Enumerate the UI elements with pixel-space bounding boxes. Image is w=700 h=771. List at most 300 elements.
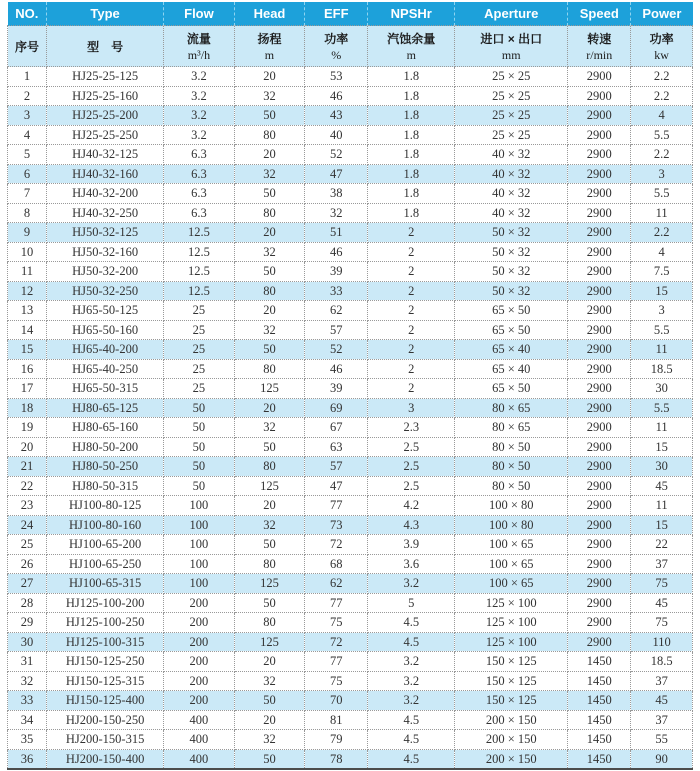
cell: 20 (234, 145, 305, 165)
cell: 72 (305, 535, 368, 555)
cell: 26 (8, 554, 47, 574)
cell: 110 (631, 632, 693, 652)
cell: 1.8 (368, 184, 455, 204)
cell: HJ100-65-315 (47, 574, 164, 594)
cell: 2900 (568, 223, 631, 243)
table-body (8, 67, 693, 770)
table-row (8, 437, 693, 457)
cell: 2900 (568, 554, 631, 574)
cell: 2 (368, 223, 455, 243)
cell: 1450 (568, 691, 631, 711)
table-row (8, 730, 693, 750)
cell: 81 (305, 710, 368, 730)
cell: 150 × 125 (455, 652, 568, 672)
cell: 46 (305, 242, 368, 262)
cell: 23 (8, 496, 47, 516)
column-header-eff: EFF (305, 2, 368, 26)
column-header-head: Head (234, 2, 305, 26)
cell: 1.8 (368, 164, 455, 184)
table-row (8, 457, 693, 477)
cell: 125 × 100 (455, 593, 568, 613)
cell: 200 (164, 691, 235, 711)
cell: 2900 (568, 535, 631, 555)
table-row (8, 67, 693, 87)
cell: 1450 (568, 710, 631, 730)
cell: 125 (234, 632, 305, 652)
cell: 32 (234, 671, 305, 691)
cell: HJ125-100-200 (47, 593, 164, 613)
cell: 25 (164, 379, 235, 399)
unit-label: m (406, 47, 416, 62)
cell: 65 × 40 (455, 340, 568, 360)
table-row (8, 418, 693, 438)
cell: 2900 (568, 203, 631, 223)
cell: 45 (631, 593, 693, 613)
cell: 2900 (568, 593, 631, 613)
cell: 32 (234, 515, 305, 535)
cell: 37 (631, 671, 693, 691)
cell: HJ80-50-200 (47, 437, 164, 457)
cell: 4 (631, 106, 693, 126)
cell: 65 × 50 (455, 379, 568, 399)
cell: 65 × 50 (455, 301, 568, 321)
cell: 10 (8, 242, 47, 262)
header-row-cn (8, 26, 693, 67)
cell: 79 (305, 730, 368, 750)
cell: 57 (305, 457, 368, 477)
cell: 4 (8, 125, 47, 145)
cell: 400 (164, 749, 235, 769)
cell: 4.5 (368, 613, 455, 633)
cell: 40 × 32 (455, 164, 568, 184)
cell: 25 (164, 301, 235, 321)
cell: 3.6 (368, 554, 455, 574)
cell: HJ50-32-200 (47, 262, 164, 282)
cell: 12 (8, 281, 47, 301)
cn-label: 序号 (15, 39, 40, 54)
cell: 32 (234, 86, 305, 106)
cell: 70 (305, 691, 368, 711)
cell: 12.5 (164, 242, 235, 262)
cell: 50 (234, 262, 305, 282)
cell: 2900 (568, 515, 631, 535)
cell: 21 (8, 457, 47, 477)
unit-label: kw (654, 47, 669, 62)
cell: 37 (631, 554, 693, 574)
cell: HJ25-25-125 (47, 67, 164, 87)
cell: 2 (368, 281, 455, 301)
cell: 75 (305, 671, 368, 691)
cell: 55 (631, 730, 693, 750)
cell: 50 × 32 (455, 223, 568, 243)
cell: 65 × 50 (455, 320, 568, 340)
cell: 100 × 65 (455, 574, 568, 594)
cell: HJ125-100-315 (47, 632, 164, 652)
cell: 125 (234, 476, 305, 496)
cell: 2900 (568, 340, 631, 360)
cell: 6.3 (164, 203, 235, 223)
cell: HJ65-40-200 (47, 340, 164, 360)
cell: 2900 (568, 125, 631, 145)
cell: 39 (305, 379, 368, 399)
cell: 50 (234, 437, 305, 457)
subheader-npshr (368, 26, 455, 67)
subheader-flow (164, 26, 235, 67)
unit-label: mm (501, 47, 521, 62)
cell: 2900 (568, 418, 631, 438)
cell: 20 (234, 652, 305, 672)
cell: 3 (368, 398, 455, 418)
cell: 73 (305, 515, 368, 535)
cell: 46 (305, 359, 368, 379)
cell: 2 (368, 301, 455, 321)
cell: 19 (8, 418, 47, 438)
cell: 400 (164, 730, 235, 750)
cell: 33 (8, 691, 47, 711)
cell: 15 (631, 281, 693, 301)
cell: 46 (305, 86, 368, 106)
cell: 45 (631, 476, 693, 496)
cell: 200 × 150 (455, 749, 568, 769)
column-header-speed: Speed (568, 2, 631, 26)
cell: 45 (631, 691, 693, 711)
table-row (8, 515, 693, 535)
cell: HJ25-25-200 (47, 106, 164, 126)
cell: 1.8 (368, 203, 455, 223)
cell: 13 (8, 301, 47, 321)
subheader-head (234, 26, 305, 67)
cell: 11 (631, 340, 693, 360)
cell: 2.2 (631, 86, 693, 106)
cell: HJ100-65-200 (47, 535, 164, 555)
cell: 100 (164, 535, 235, 555)
cell: 28 (8, 593, 47, 613)
cell: HJ80-50-250 (47, 457, 164, 477)
cell: 3.2 (368, 574, 455, 594)
table-row (8, 223, 693, 243)
cell: 72 (305, 632, 368, 652)
cell: 1.8 (368, 145, 455, 165)
cell: 40 (305, 125, 368, 145)
cell: 4.5 (368, 710, 455, 730)
cell: 80 (234, 125, 305, 145)
cell: HJ50-32-125 (47, 223, 164, 243)
cell: 100 × 65 (455, 554, 568, 574)
cell: HJ40-32-200 (47, 184, 164, 204)
cell: 2900 (568, 184, 631, 204)
cell: 20 (234, 496, 305, 516)
table-row (8, 262, 693, 282)
cell: 32 (234, 164, 305, 184)
cell: 22 (631, 535, 693, 555)
cell: 78 (305, 749, 368, 769)
column-header-power: Power (631, 2, 693, 26)
cell: 33 (305, 281, 368, 301)
cell: 37 (631, 710, 693, 730)
cell: 6.3 (164, 164, 235, 184)
cell: 50 (234, 593, 305, 613)
cell: 39 (305, 262, 368, 282)
cell: 2 (368, 242, 455, 262)
cell: 14 (8, 320, 47, 340)
cell: 2900 (568, 301, 631, 321)
unit-label: m (264, 47, 275, 62)
cell: HJ65-40-250 (47, 359, 164, 379)
cell: 11 (631, 496, 693, 516)
cell: 20 (8, 437, 47, 457)
cell: 34 (8, 710, 47, 730)
cell: 50 (234, 184, 305, 204)
cell: 4.3 (368, 515, 455, 535)
cell: 3.2 (164, 86, 235, 106)
header-row-en (8, 2, 693, 26)
subheader-aperture (455, 26, 568, 67)
cell: 40 × 32 (455, 203, 568, 223)
cell: 1450 (568, 671, 631, 691)
subheader-eff (305, 26, 368, 67)
cell: HJ50-32-160 (47, 242, 164, 262)
cell: 57 (305, 320, 368, 340)
cell: 200 (164, 593, 235, 613)
cell: 31 (8, 652, 47, 672)
cell: 80 (234, 613, 305, 633)
table-row (8, 652, 693, 672)
cell: HJ80-65-125 (47, 398, 164, 418)
cell: 1.8 (368, 106, 455, 126)
cell: 32 (234, 418, 305, 438)
cell: 1.8 (368, 67, 455, 87)
cell: 50 (164, 437, 235, 457)
cell: 4.5 (368, 632, 455, 652)
table-row (8, 710, 693, 730)
cell: 100 × 80 (455, 496, 568, 516)
cell: HJ150-125-315 (47, 671, 164, 691)
cell: 1 (8, 67, 47, 87)
cell: 12.5 (164, 262, 235, 282)
cell: 63 (305, 437, 368, 457)
cell: 80 × 65 (455, 398, 568, 418)
cell: 32 (305, 203, 368, 223)
cell: 11 (631, 203, 693, 223)
cell: 25 (164, 340, 235, 360)
unit-label: % (331, 47, 342, 62)
cell: 29 (8, 613, 47, 633)
cn-label: 流量 (186, 31, 211, 46)
cell: 2900 (568, 145, 631, 165)
cell: 200 (164, 652, 235, 672)
cell: 50 (164, 476, 235, 496)
cell: 3.2 (164, 67, 235, 87)
cell: 4.2 (368, 496, 455, 516)
cell: 2900 (568, 320, 631, 340)
cell: 75 (305, 613, 368, 633)
cell: 4 (631, 242, 693, 262)
cell: 5 (8, 145, 47, 165)
cell: 75 (631, 613, 693, 633)
cell: 1.8 (368, 125, 455, 145)
cell: 80 (234, 457, 305, 477)
cell: HJ25-25-250 (47, 125, 164, 145)
table-row (8, 281, 693, 301)
cell: 20 (234, 67, 305, 87)
cell: 43 (305, 106, 368, 126)
cell: 40 × 32 (455, 184, 568, 204)
cell: 24 (8, 515, 47, 535)
cell: 11 (8, 262, 47, 282)
cell: 17 (8, 379, 47, 399)
cell: 38 (305, 184, 368, 204)
cell: 200 (164, 632, 235, 652)
cell: 80 (234, 359, 305, 379)
cell: 4.5 (368, 730, 455, 750)
cell: 5.5 (631, 125, 693, 145)
cell: HJ100-80-160 (47, 515, 164, 535)
cell: HJ50-32-250 (47, 281, 164, 301)
cell: 32 (234, 730, 305, 750)
cell: 3.2 (368, 671, 455, 691)
cell: 50 (234, 535, 305, 555)
table-row (8, 476, 693, 496)
cell: 12.5 (164, 223, 235, 243)
cell: 32 (234, 320, 305, 340)
cell: HJ40-32-160 (47, 164, 164, 184)
column-header-npshr: NPSHr (368, 2, 455, 26)
cell: 2.2 (631, 223, 693, 243)
cell: 2900 (568, 379, 631, 399)
cell: HJ100-80-125 (47, 496, 164, 516)
cell: 100 (164, 574, 235, 594)
cell: 2900 (568, 281, 631, 301)
table-row (8, 632, 693, 652)
cell: 100 (164, 496, 235, 516)
cell: 3.2 (164, 106, 235, 126)
cell: 25 (164, 359, 235, 379)
cell: 47 (305, 164, 368, 184)
cell: 7 (8, 184, 47, 204)
cell: HJ200-150-315 (47, 730, 164, 750)
cell: 2.5 (368, 457, 455, 477)
cell: 80 × 50 (455, 437, 568, 457)
cell: 80 × 50 (455, 457, 568, 477)
cell: 5.5 (631, 184, 693, 204)
cell: 20 (234, 398, 305, 418)
cell: 6.3 (164, 184, 235, 204)
table-row (8, 164, 693, 184)
cell: 50 × 32 (455, 281, 568, 301)
cell: 80 × 65 (455, 418, 568, 438)
cell: 20 (234, 223, 305, 243)
table-row (8, 242, 693, 262)
unit-label: r/min (586, 47, 613, 62)
cell: 12.5 (164, 281, 235, 301)
cell: 3 (631, 164, 693, 184)
cell: 40 × 32 (455, 145, 568, 165)
cell: 200 × 150 (455, 730, 568, 750)
cn-label: 功率 (649, 31, 674, 46)
cell: 20 (234, 710, 305, 730)
cell: 125 (234, 574, 305, 594)
table-row (8, 749, 693, 769)
table-row (8, 203, 693, 223)
table-row (8, 86, 693, 106)
cell: 30 (8, 632, 47, 652)
cell: 2900 (568, 164, 631, 184)
cell: 2900 (568, 262, 631, 282)
table-row (8, 340, 693, 360)
cell: 3 (8, 106, 47, 126)
cell: 62 (305, 574, 368, 594)
cell: 25 (8, 535, 47, 555)
cell: 67 (305, 418, 368, 438)
table-row (8, 320, 693, 340)
cell: 8 (8, 203, 47, 223)
cell: 125 × 100 (455, 632, 568, 652)
table-row (8, 554, 693, 574)
cell: 6.3 (164, 145, 235, 165)
cell: 3 (631, 301, 693, 321)
cell: 1.8 (368, 86, 455, 106)
cell: 2 (8, 86, 47, 106)
cell: 32 (8, 671, 47, 691)
cell: HJ200-150-400 (47, 749, 164, 769)
cell: 2 (368, 379, 455, 399)
cell: HJ100-65-250 (47, 554, 164, 574)
cell: 32 (234, 242, 305, 262)
cell: 2900 (568, 242, 631, 262)
cell: 2900 (568, 106, 631, 126)
cell: 3.9 (368, 535, 455, 555)
cell: 2900 (568, 86, 631, 106)
cell: 80 × 50 (455, 476, 568, 496)
cell: HJ150-125-400 (47, 691, 164, 711)
table-row (8, 301, 693, 321)
cell: 62 (305, 301, 368, 321)
cell: 30 (631, 457, 693, 477)
cell: 200 (164, 613, 235, 633)
cell: HJ80-50-315 (47, 476, 164, 496)
cell: 1450 (568, 730, 631, 750)
subheader-no (8, 26, 47, 67)
table-row (8, 145, 693, 165)
cell: 35 (8, 730, 47, 750)
cell: 200 × 150 (455, 710, 568, 730)
cell: 27 (8, 574, 47, 594)
cell: 2900 (568, 476, 631, 496)
cell: 150 × 125 (455, 671, 568, 691)
cell: 90 (631, 749, 693, 769)
cell: 77 (305, 496, 368, 516)
table-row (8, 125, 693, 145)
cell: 16 (8, 359, 47, 379)
cell: 20 (234, 301, 305, 321)
cell: HJ65-50-315 (47, 379, 164, 399)
cell: HJ65-50-125 (47, 301, 164, 321)
table-row (8, 379, 693, 399)
cell: 2 (368, 359, 455, 379)
table-row (8, 671, 693, 691)
table-row (8, 691, 693, 711)
cell: 80 (234, 554, 305, 574)
cell: 100 (164, 554, 235, 574)
cell: 50 (234, 749, 305, 769)
cell: HJ80-65-160 (47, 418, 164, 438)
cell: 25 × 25 (455, 125, 568, 145)
cell: 3.2 (368, 691, 455, 711)
cell: HJ25-25-160 (47, 86, 164, 106)
cell: 100 × 65 (455, 535, 568, 555)
cell: 15 (631, 437, 693, 457)
cell: 2900 (568, 67, 631, 87)
